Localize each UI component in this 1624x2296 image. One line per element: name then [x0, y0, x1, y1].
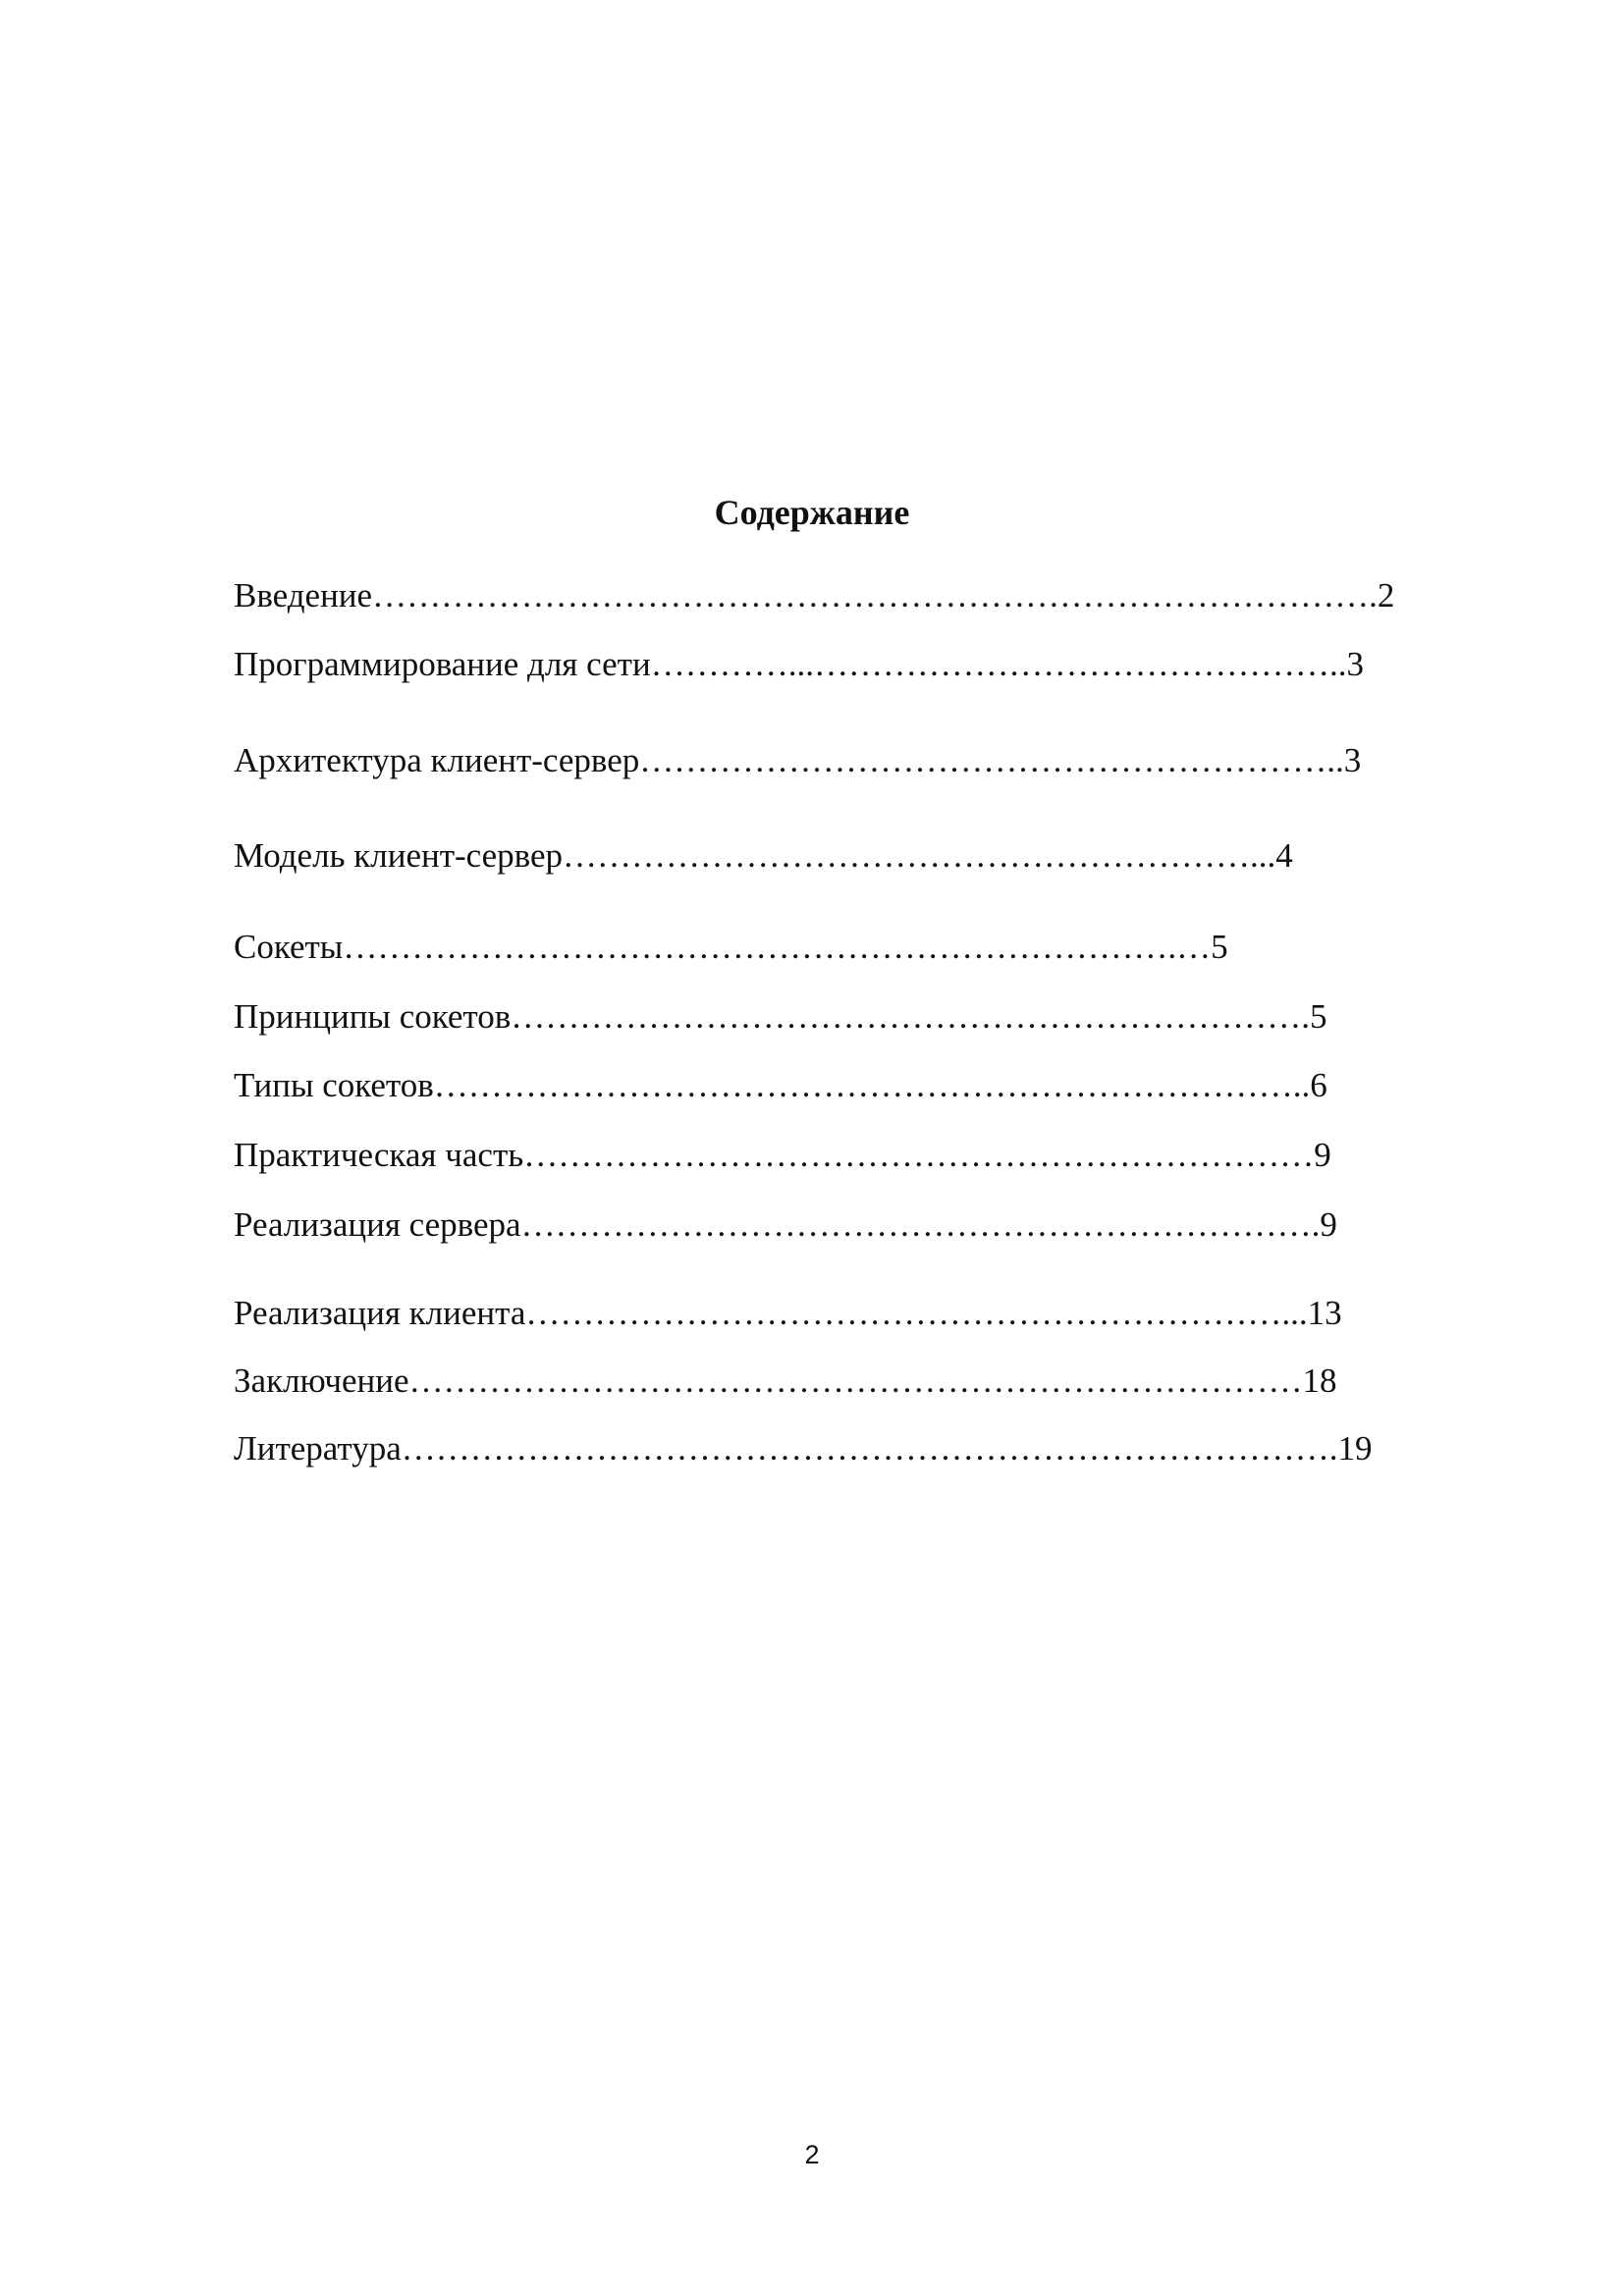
- toc-entry: [234, 926, 1228, 969]
- toc-entry: [234, 574, 1394, 617]
- toc-entry-title: Программирование для сети: [234, 645, 651, 683]
- toc-entry-title: Практическая часть: [234, 1136, 524, 1174]
- toc-entry: [234, 995, 1327, 1039]
- toc-entry-leader: ……………………………………………………..: [639, 741, 1344, 779]
- toc-entry-page: 18: [1302, 1362, 1337, 1400]
- toc-entry-title: Архитектура клиент-сервер: [234, 741, 640, 779]
- toc-entry-page: 5: [1211, 928, 1228, 966]
- toc-entry-leader: ……………………………………………………………….…: [343, 928, 1212, 966]
- toc-entry-title: Реализация сервера: [234, 1205, 521, 1244]
- toc-entry-leader: …………………………………………………………………..: [433, 1066, 1311, 1104]
- toc-entry: [234, 1134, 1331, 1177]
- toc-entry-leader: ……………………………………………………………: [523, 1136, 1315, 1174]
- toc-entry-leader: …………...………………………………………..: [650, 645, 1347, 683]
- toc-entry-page: 4: [1275, 836, 1293, 875]
- toc-entry-page: 6: [1310, 1066, 1327, 1104]
- toc-entry-leader: ……………………………………………………………………: [408, 1362, 1303, 1400]
- toc-entry-title: Реализация клиента: [234, 1294, 526, 1332]
- toc-entry: [234, 643, 1364, 686]
- toc-entry-page: 19: [1337, 1429, 1373, 1468]
- toc-entry-page: 9: [1320, 1205, 1337, 1244]
- toc-entry-page: 3: [1343, 741, 1362, 779]
- toc-entry-title: Сокеты: [234, 928, 344, 966]
- toc-entry: [234, 1292, 1342, 1335]
- toc-entry: [234, 1427, 1373, 1470]
- page-number: 2: [804, 2140, 820, 2169]
- toc-entry-page: 13: [1307, 1294, 1342, 1332]
- toc-entry-title: Заключение: [234, 1362, 409, 1400]
- toc-entry: [234, 1360, 1337, 1403]
- toc-entry-leader: …………………………………………………………….: [520, 1205, 1321, 1244]
- toc-entry-leader: …………………………………………………………...: [525, 1294, 1308, 1332]
- toc-entry-title: Типы сокетов: [234, 1066, 434, 1104]
- toc-title: Содержание: [714, 493, 910, 532]
- toc-entry-title: Принципы сокетов: [234, 997, 512, 1036]
- toc-entry-title: Литература: [234, 1429, 402, 1468]
- toc-entry-title: Модель клиент-сервер: [234, 836, 564, 875]
- toc-entry-leader: ……………………………………………………………………….: [401, 1429, 1338, 1468]
- toc-entry-page: 3: [1346, 645, 1364, 683]
- toc-entry-title: Введение: [234, 576, 373, 614]
- toc-entry: [234, 1064, 1327, 1107]
- toc-entry-leader: …………………………………………………………….: [511, 997, 1311, 1036]
- toc-entry: [234, 739, 1361, 782]
- toc-entry-leader: …………………………………………………………………………….: [372, 576, 1378, 614]
- toc-entry: [234, 1203, 1337, 1247]
- toc-entry-page: 5: [1310, 997, 1327, 1036]
- toc-entry-leader: ……………………………………………………...: [563, 836, 1276, 875]
- toc-entry-page: 9: [1314, 1136, 1331, 1174]
- toc-entry: [234, 834, 1293, 878]
- toc-entry-page: 2: [1377, 576, 1395, 614]
